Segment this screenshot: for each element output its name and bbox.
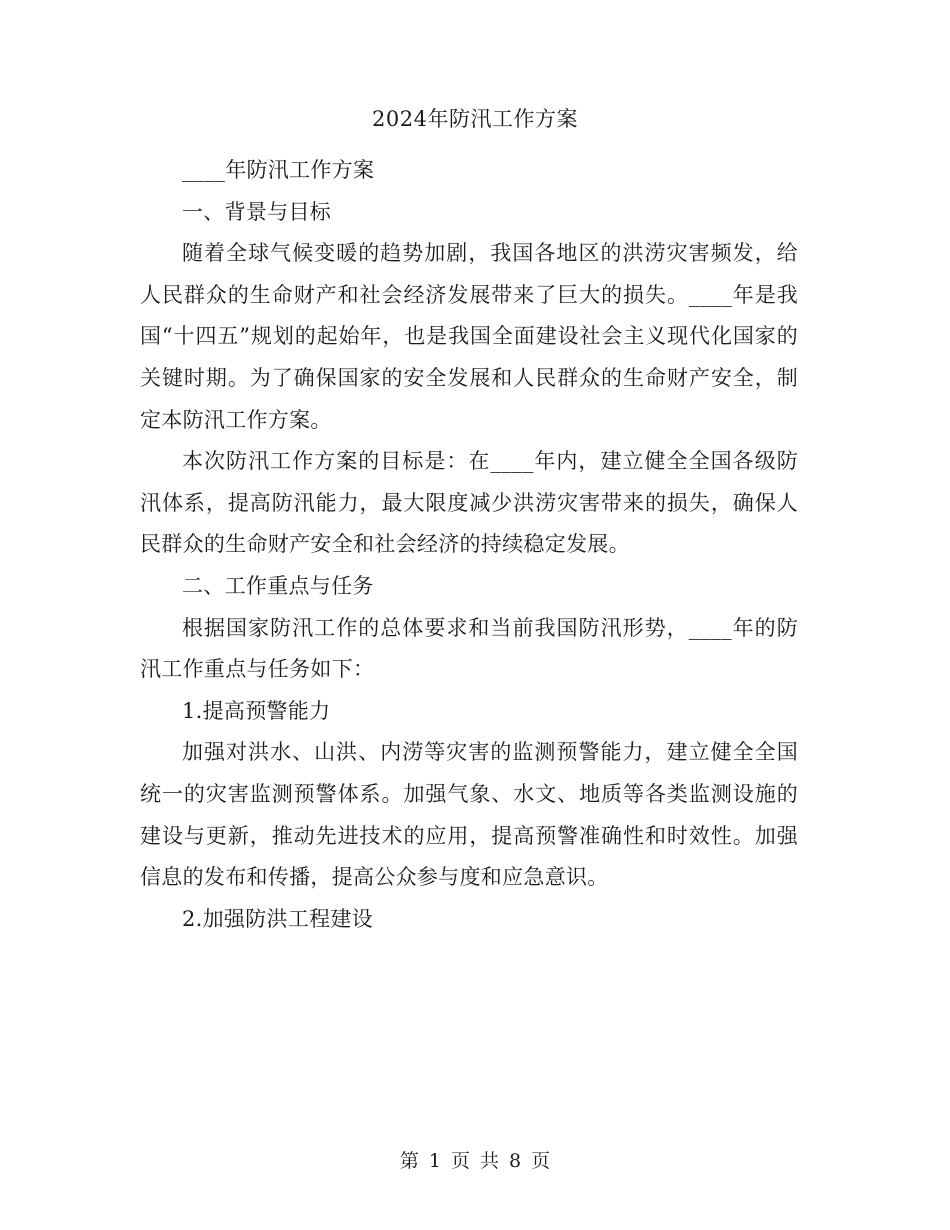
item-heading-warning: 1.提高预警能力 [182, 698, 331, 723]
section-heading-background: 一、背景与目标 [182, 199, 332, 224]
page-footer: 第 1 页 共 8 页 [399, 1150, 551, 1172]
section-heading-tasks: 二、工作重点与任务 [182, 573, 374, 598]
document-title: 2024年防汛工作方案 [372, 107, 578, 131]
item-heading-flood-works: 2.加强防洪工程建设 [182, 906, 374, 931]
document-body [140, 150, 798, 940]
subtitle-line: ____年防汛工作方案 [182, 158, 375, 182]
paragraph-tasks-intro: 根据国家防汛工作的总体要求和当前我国防汛形势，____年的防汛工作重点与任务如下： [140, 615, 798, 682]
paragraph-goal: 本次防汛工作方案的目标是：在____年内，建立健全全国各级防汛体系，提高防汛能力，最大限度减少洪涝灾害带来的损失，确保人民群众的生命财产安全和社会经济的持续稳定发展。 [140, 449, 798, 557]
paragraph-background: 随着全球气候变暖的趋势加剧，我国各地区的洪涝灾害频发，给人民群众的生命财产和社会经济发展带来了巨大的损失。____年是我国“十四五”规划的起始年，也是我国全面建设社会主义现代化国家的关键时期。为了确保国家的安全发展和人民群众的生命财产安全，制定本防汛工作方案。 [140, 241, 798, 432]
paragraph-warning: 加强对洪水、山洪、内涝等灾害的监测预警能力，建立健全全国统一的灾害监测预警体系。加强气象、水文、地质等各类监测设施的建设与更新，推动先进技术的应用，提高预警准确性和时效性。加强信息的发布和传播，提高公众参与度和应急意识。 [140, 740, 798, 890]
